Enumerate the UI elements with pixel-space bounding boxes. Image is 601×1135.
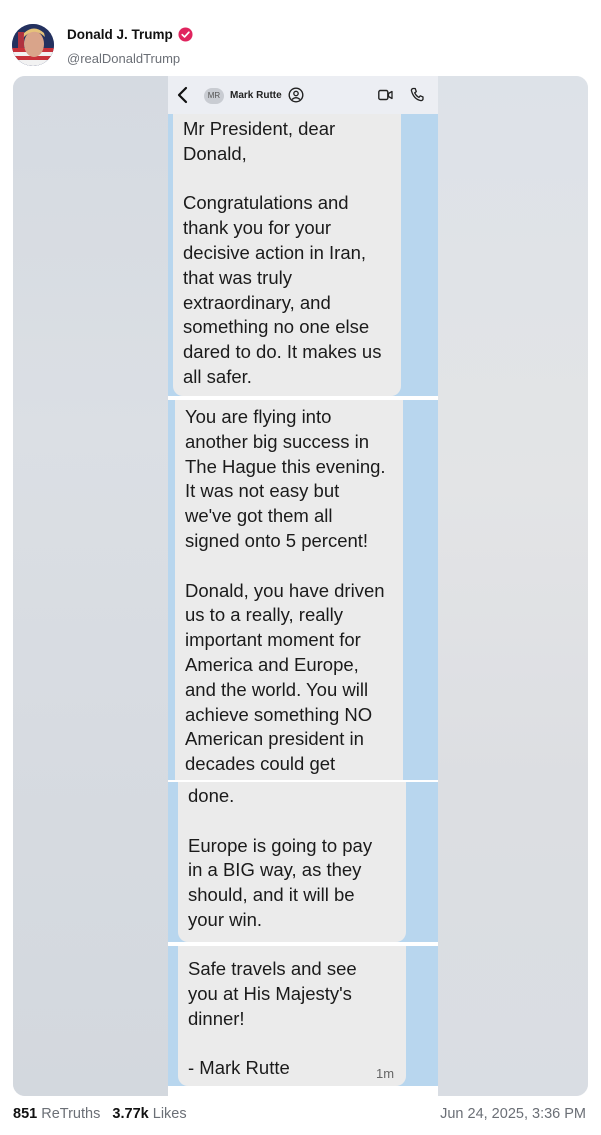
message-bubble: Mr President, dear Donald, Congratulations and thank you for your decisive action in Iran, that was truly extraordinary, and something no one else dared to do. It makes us all safer.	[173, 114, 401, 396]
post-image[interactable]	[13, 76, 588, 1096]
image-blur-right	[438, 76, 588, 1096]
engagement-stats	[13, 1106, 187, 1122]
video-call-icon	[378, 89, 393, 101]
likes-count[interactable]: 3.77k	[112, 1106, 149, 1122]
avatar[interactable]	[12, 24, 54, 66]
image-blur-left	[13, 76, 168, 1096]
contact-avatar: MR	[204, 88, 224, 104]
message-bubble: Safe travels and see you at His Majesty's dinner! - Mark Rutte	[178, 946, 406, 1086]
message-bubble: You are flying into another big success in The Hague this evening. It was not easy but we've got them all signed onto 5 percent! Donald, you have driven us to a really, really important moment for America and Europe, and the world. You will achieve something NO American president in decades could get	[175, 400, 403, 780]
verified-badge-icon	[178, 27, 193, 42]
author-handle[interactable]: @realDonaldTrump	[67, 51, 181, 66]
likes-label[interactable]: Likes	[152, 1106, 187, 1122]
retruths-count[interactable]: 851	[13, 1106, 38, 1122]
author-name[interactable]: Donald J. Trump	[67, 27, 173, 42]
back-chevron-icon	[176, 86, 190, 104]
post-timestamp[interactable]: Jun 24, 2025, 3:36 PM	[440, 1106, 586, 1122]
post-header	[12, 24, 589, 70]
message-screenshot	[168, 76, 438, 1096]
message-timestamp: 1m	[376, 1066, 395, 1081]
message-bubble: done. Europe is going to pay in a BIG way, as they should, and it will be your win.	[178, 782, 406, 942]
contact-name: Mark Rutte	[230, 90, 282, 101]
retruths-label[interactable]: ReTruths	[41, 1106, 101, 1122]
screenshot-bottom	[168, 1086, 438, 1096]
chat-top-bar	[168, 76, 438, 114]
phone-call-icon	[410, 87, 424, 102]
contact-person-icon	[288, 87, 304, 103]
